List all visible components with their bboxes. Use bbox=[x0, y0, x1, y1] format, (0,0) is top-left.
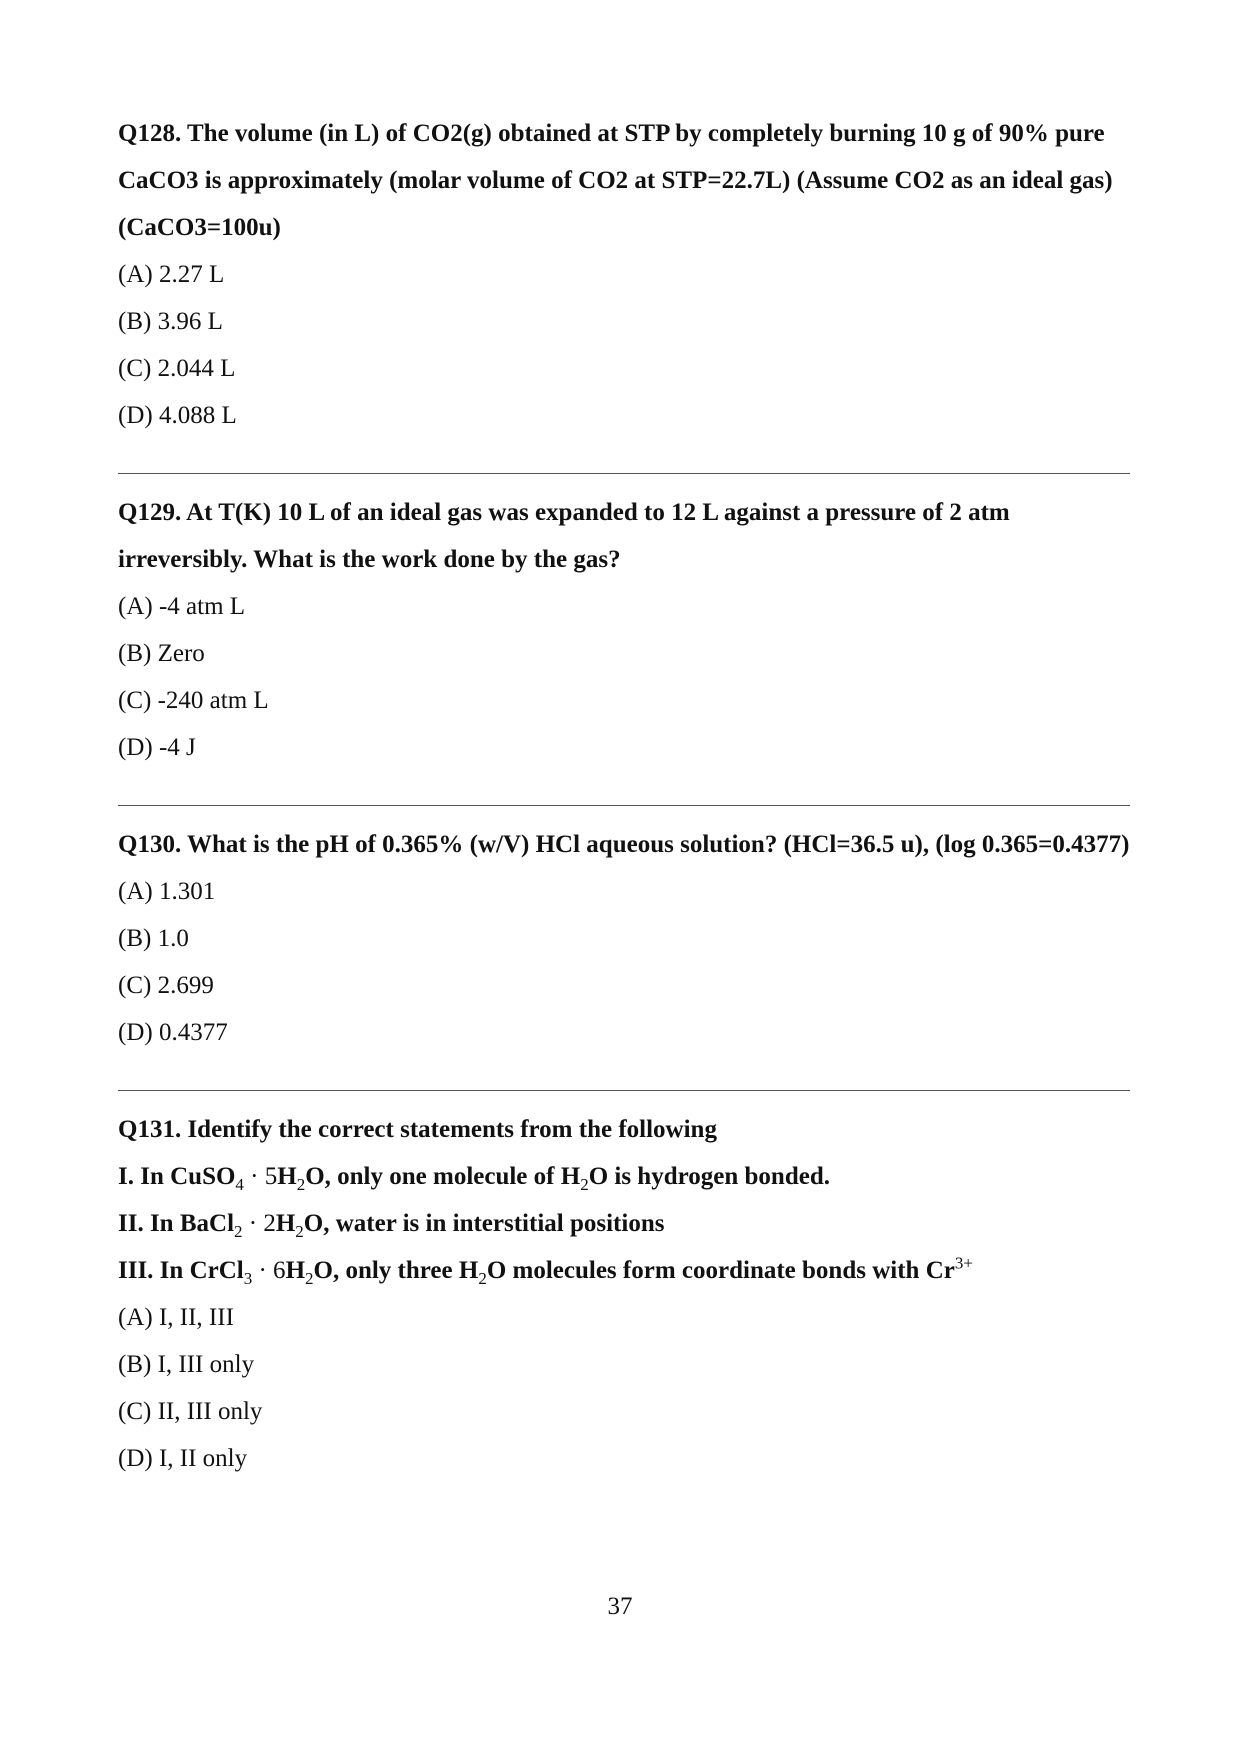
statement-text: · 5 bbox=[243, 1163, 278, 1190]
statement-text: O is hydrogen bonded. bbox=[588, 1163, 830, 1190]
statement-text: H bbox=[275, 1210, 296, 1237]
question-130 bbox=[118, 821, 1130, 1056]
divider bbox=[118, 1090, 1130, 1091]
subscript: 2 bbox=[478, 1269, 487, 1288]
statement-text: I. In CuSO bbox=[118, 1163, 236, 1190]
option-a: (A) I, II, III bbox=[118, 1304, 234, 1331]
statement-1 bbox=[118, 1153, 1130, 1200]
page-content bbox=[118, 110, 1130, 1482]
subscript: 2 bbox=[580, 1175, 589, 1194]
option-b: (B) 1.0 bbox=[118, 925, 189, 952]
option-a: (A) 2.27 L bbox=[118, 261, 225, 288]
statement-3 bbox=[118, 1247, 1130, 1294]
divider bbox=[118, 473, 1130, 474]
statement-text: · 6 bbox=[252, 1257, 286, 1284]
subscript: 2 bbox=[295, 1222, 304, 1241]
option-d: (D) 0.4377 bbox=[118, 1019, 228, 1046]
subscript: 2 bbox=[234, 1222, 243, 1241]
option-c: (C) 2.699 bbox=[118, 972, 214, 999]
statement-text: O, only three H bbox=[313, 1257, 479, 1284]
question-131 bbox=[118, 1106, 1130, 1482]
subscript: 4 bbox=[235, 1175, 244, 1194]
question-text: Q131. Identify the correct statements from the following bbox=[118, 1116, 717, 1143]
option-b: (B) Zero bbox=[118, 640, 205, 667]
subscript: 2 bbox=[296, 1175, 306, 1194]
question-128 bbox=[118, 110, 1130, 439]
question-text: Q129. At T(K) 10 L of an ideal gas was expanded to 12 L against a pressure of 2 atm irreversibly. What is the work done by the gas? bbox=[118, 499, 1010, 573]
statement-text: · 2 bbox=[242, 1210, 276, 1237]
statement-text: H bbox=[277, 1163, 297, 1190]
option-c: (C) II, III only bbox=[118, 1398, 263, 1425]
statement-text: H bbox=[285, 1257, 306, 1284]
question-text: Q128. The volume (in L) of CO2(g) obtained at STP by completely burning 10 g of 90% pure CaCO3 is approximately (molar volume of CO2 at STP=22.7L) (Assume CO2 as an ideal gas) (CaCO3=100u) bbox=[118, 120, 1113, 241]
option-d: (D) -4 J bbox=[118, 734, 196, 761]
statement-text: III. In CrCl bbox=[118, 1257, 244, 1284]
option-a: (A) -4 atm L bbox=[118, 593, 246, 620]
option-a: (A) 1.301 bbox=[118, 878, 216, 905]
question-129 bbox=[118, 489, 1130, 771]
option-b: (B) 3.96 L bbox=[118, 308, 223, 335]
question-text: Q130. What is the pH of 0.365% (w/V) HCl aqueous solution? (HCl=36.5 u), (log 0.365=0.4377) bbox=[118, 831, 1130, 858]
option-c: (C) -240 atm L bbox=[118, 687, 269, 714]
option-d: (D) 4.088 L bbox=[118, 402, 237, 429]
statement-text: O, water is in interstitial positions bbox=[303, 1210, 665, 1237]
subscript: 3 bbox=[243, 1269, 253, 1288]
option-b: (B) I, III only bbox=[118, 1351, 255, 1378]
option-c: (C) 2.044 L bbox=[118, 355, 236, 382]
subscript: 2 bbox=[305, 1269, 314, 1288]
page-number: 37 bbox=[607, 1593, 633, 1620]
statement-text: O, only one molecule of H bbox=[305, 1163, 581, 1190]
option-d: (D) I, II only bbox=[118, 1445, 248, 1472]
statement-text: O molecules form coordinate bonds with Cr bbox=[486, 1257, 955, 1284]
divider bbox=[118, 805, 1130, 806]
statement-2 bbox=[118, 1200, 1130, 1247]
superscript: 3+ bbox=[954, 1253, 973, 1273]
statement-text: II. In BaCl bbox=[118, 1210, 235, 1237]
